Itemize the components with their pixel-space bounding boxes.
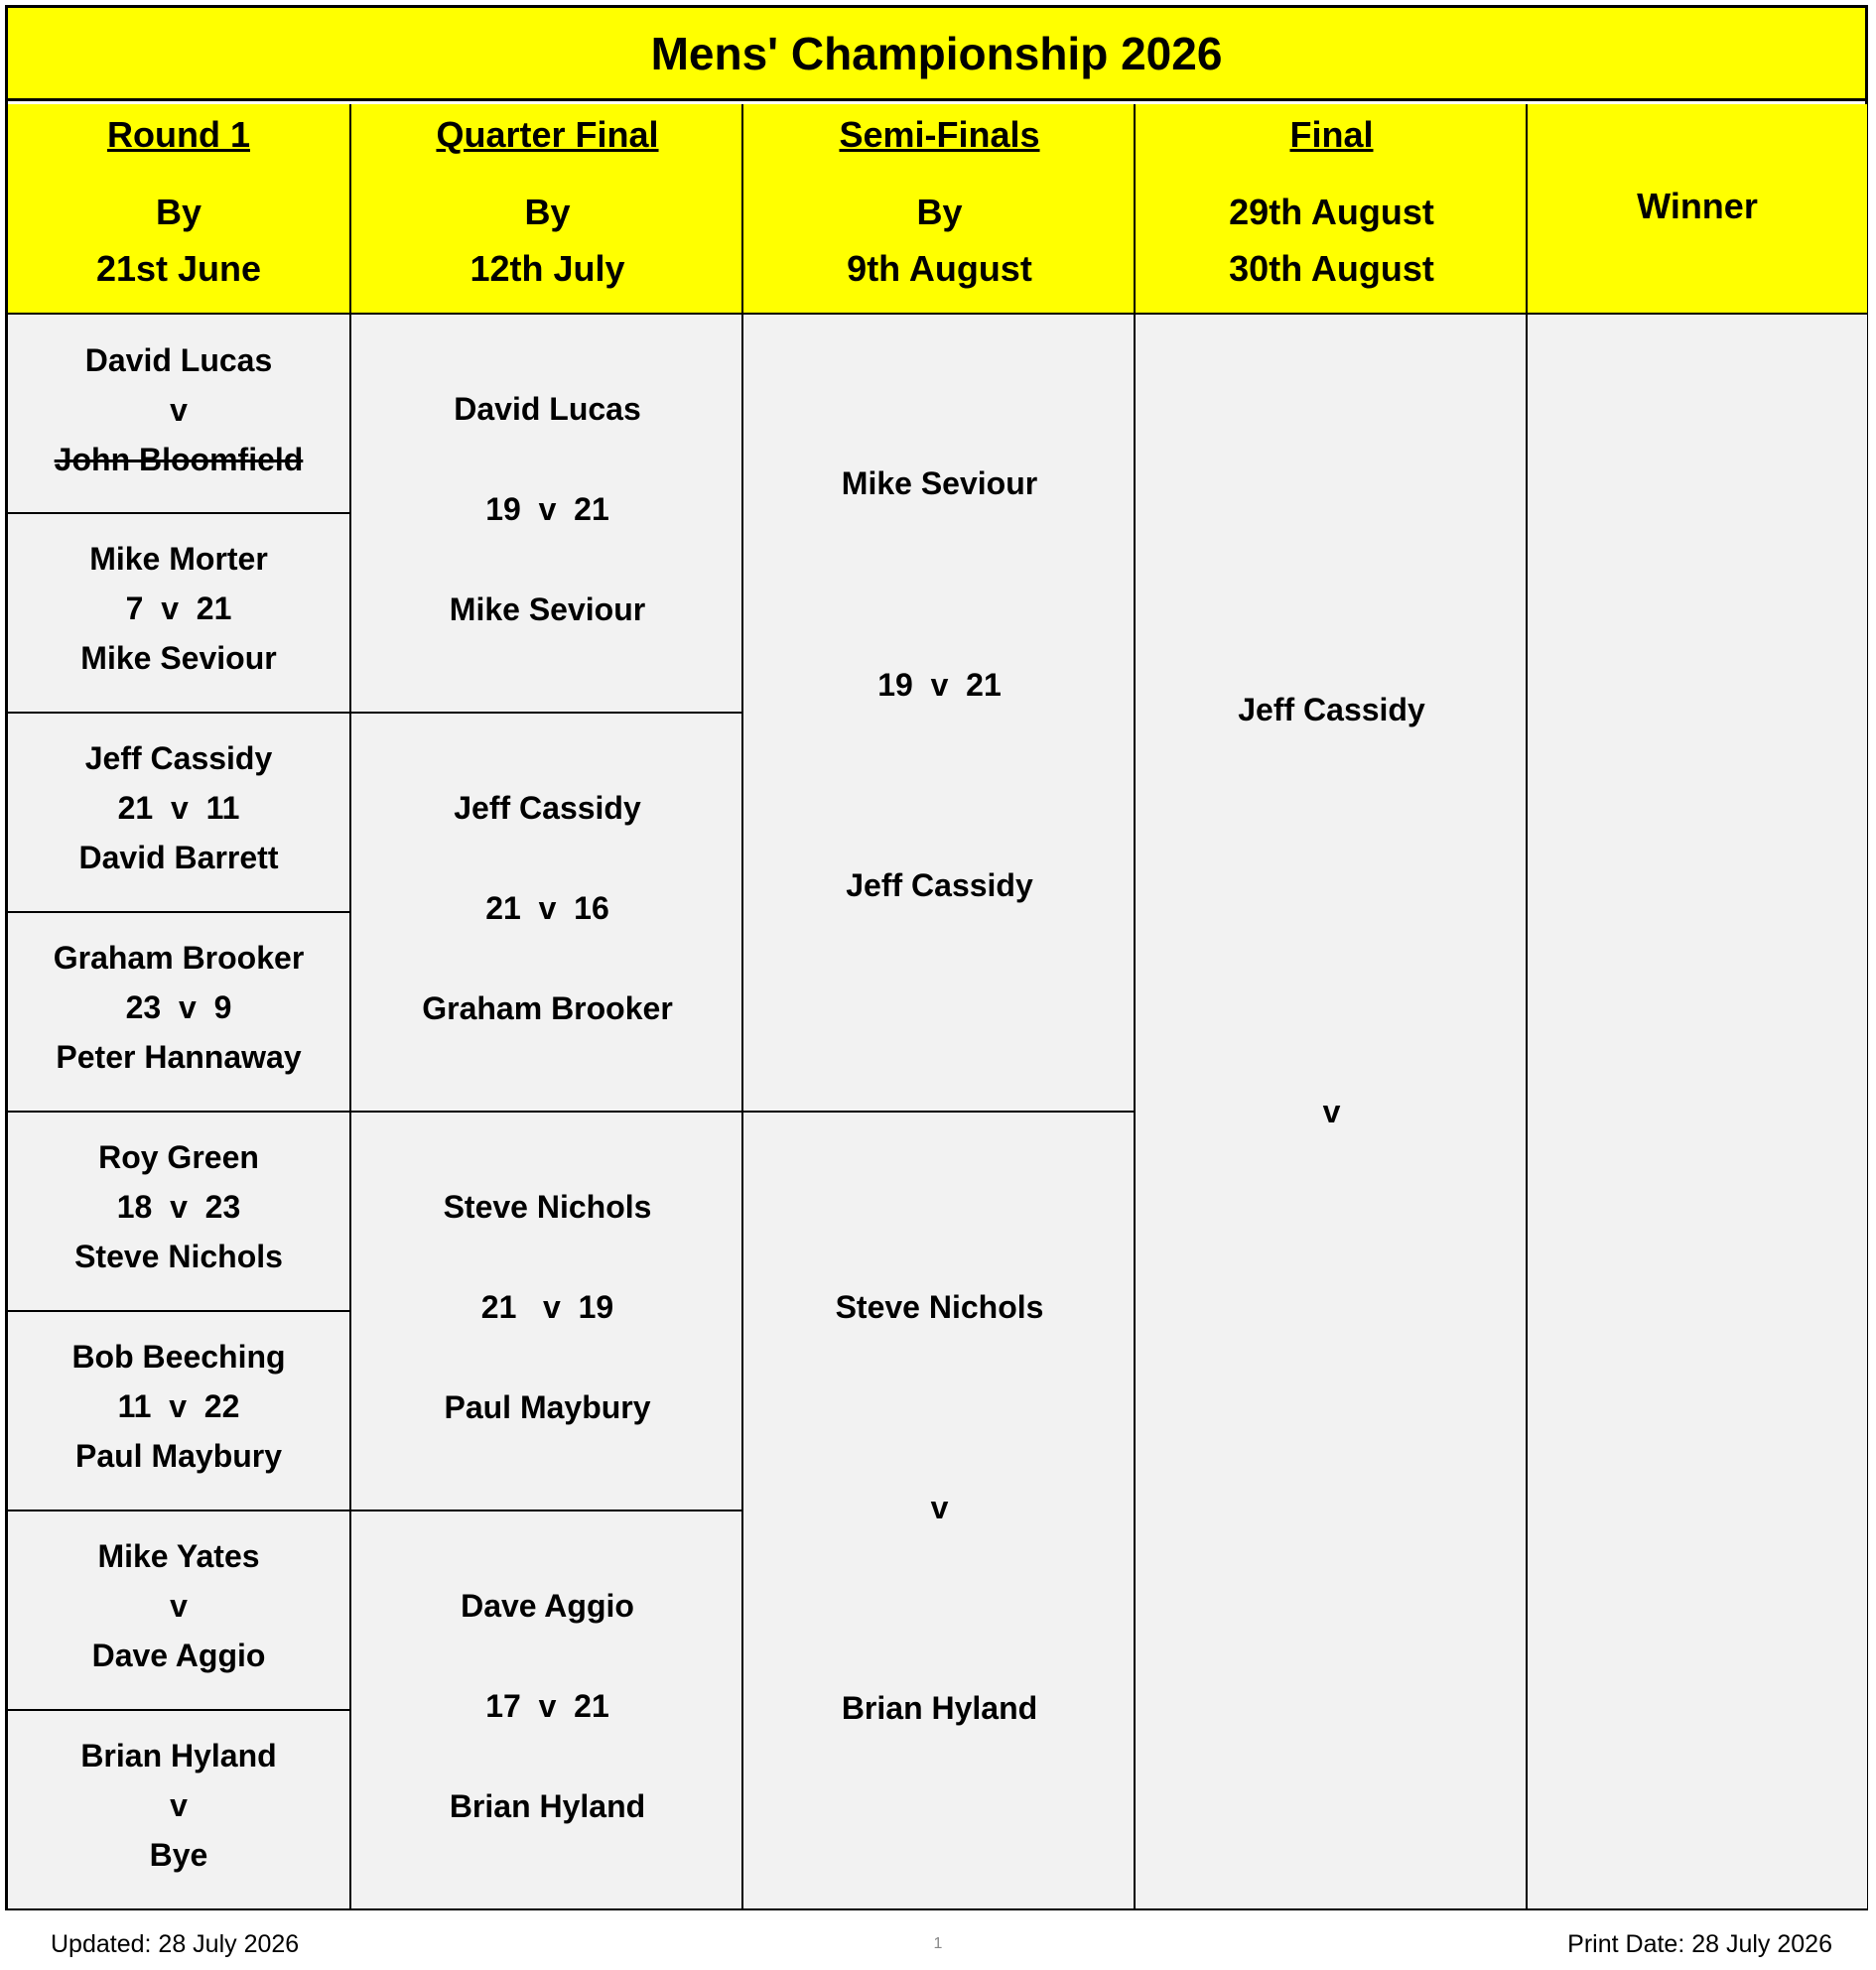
match-player-bottom: Mike Seviour bbox=[80, 640, 277, 676]
match-player-top: David Lucas bbox=[454, 391, 641, 427]
round1-match-6 bbox=[8, 1312, 349, 1511]
header-winner-title: Winner bbox=[1637, 186, 1758, 226]
match-score: v bbox=[170, 1787, 188, 1823]
column-final bbox=[1134, 104, 1528, 1908]
match-score: 7 v 21 bbox=[125, 591, 232, 626]
round1-match-7 bbox=[8, 1511, 349, 1711]
match-score: v bbox=[930, 1490, 949, 1525]
column-round1 bbox=[8, 104, 349, 1908]
semi-body bbox=[743, 315, 1136, 1908]
final-match bbox=[1136, 315, 1528, 1908]
match-player-top: Steve Nichols bbox=[443, 1189, 652, 1225]
match-score: 21 v 16 bbox=[485, 890, 609, 926]
match-player-bottom: Paul Maybury bbox=[74, 1438, 283, 1474]
match-score: 19 v 21 bbox=[877, 667, 1002, 703]
header-round1-date: 21st June bbox=[95, 248, 262, 289]
match-player-bottom: Brian Hyland bbox=[449, 1788, 646, 1824]
match-player-top: Brian Hyland bbox=[80, 1738, 277, 1773]
match-player-bottom: Mike Seviour bbox=[449, 591, 646, 627]
match-player-top: David Lucas bbox=[84, 342, 273, 378]
match-score: v bbox=[1322, 1094, 1341, 1129]
match-player-bottom: Dave Aggio bbox=[91, 1638, 266, 1673]
match-player-bottom: Jeff Cassidy bbox=[846, 867, 1033, 903]
match-player-top: Jeff Cassidy bbox=[84, 740, 273, 776]
header-round1 bbox=[8, 104, 349, 315]
match-score: v bbox=[170, 392, 188, 428]
header-final-date-1: 29th August bbox=[1229, 192, 1434, 232]
header-semi-finals bbox=[743, 104, 1136, 315]
final-body bbox=[1136, 315, 1528, 1908]
match-player-bottom: Bye bbox=[149, 1837, 208, 1873]
round1-match-2 bbox=[8, 514, 349, 714]
page-title: Mens' Championship 2026 bbox=[8, 8, 1865, 101]
winner-body bbox=[1528, 315, 1867, 1908]
header-semi-date: 9th August bbox=[847, 248, 1032, 289]
winner-cell bbox=[1528, 315, 1867, 1908]
match-score: 17 v 21 bbox=[485, 1688, 609, 1724]
footer-updated: Updated: 28 July 2026 bbox=[51, 1930, 300, 1958]
round1-match-3 bbox=[8, 714, 349, 913]
header-quarter-line1: By bbox=[524, 192, 571, 232]
match-player-bottom: Brian Hyland bbox=[841, 1690, 1038, 1726]
header-semi-line1: By bbox=[916, 192, 963, 232]
quarter-match-1 bbox=[351, 315, 743, 714]
header-round1-title: Round 1 bbox=[107, 114, 250, 155]
match-player-bottom: David Barrett bbox=[78, 840, 279, 875]
semi-match-2 bbox=[743, 1113, 1136, 1908]
round1-match-4 bbox=[8, 913, 349, 1113]
match-score: 21 v 19 bbox=[480, 1289, 614, 1325]
match-player-top: Mike Seviour bbox=[841, 465, 1038, 501]
match-player-top: Graham Brooker bbox=[53, 940, 305, 976]
match-player-top: Mike Yates bbox=[97, 1538, 260, 1574]
column-quarter-final bbox=[349, 104, 743, 1908]
match-player-bottom: Peter Hannaway bbox=[56, 1039, 302, 1075]
round1-match-8 bbox=[8, 1711, 349, 1908]
match-score: 19 v 21 bbox=[485, 491, 609, 527]
match-player-top: Steve Nichols bbox=[835, 1289, 1044, 1325]
match-player-top: Jeff Cassidy bbox=[454, 790, 641, 826]
match-player-bottom: Graham Brooker bbox=[422, 990, 673, 1026]
match-score: 23 v 9 bbox=[125, 989, 232, 1025]
match-player-top: Mike Morter bbox=[89, 541, 268, 577]
footer-print-date: Print Date: 28 July 2026 bbox=[1567, 1930, 1832, 1958]
column-winner bbox=[1526, 104, 1867, 1908]
header-quarter-final bbox=[351, 104, 743, 315]
round1-match-1 bbox=[8, 315, 349, 514]
header-final-date-2: 30th August bbox=[1229, 248, 1434, 289]
footer-page-number: 1 bbox=[933, 1935, 943, 1952]
header-quarter-date: 12th July bbox=[469, 248, 625, 289]
quarter-match-2 bbox=[351, 714, 743, 1113]
match-score: 21 v 11 bbox=[117, 790, 240, 826]
match-player-top: Bob Beeching bbox=[71, 1339, 286, 1375]
header-winner bbox=[1528, 104, 1867, 315]
header-final bbox=[1136, 104, 1528, 315]
match-player-top: Dave Aggio bbox=[461, 1588, 634, 1624]
match-player-bottom: Paul Maybury bbox=[444, 1389, 651, 1425]
header-semi-title: Semi-Finals bbox=[839, 114, 1040, 155]
match-score: v bbox=[170, 1588, 188, 1624]
quarter-match-3 bbox=[351, 1113, 743, 1511]
match-score: 11 v 22 bbox=[117, 1388, 240, 1424]
header-round1-line1: By bbox=[155, 192, 202, 232]
header-quarter-title: Quarter Final bbox=[436, 114, 659, 155]
semi-match-1 bbox=[743, 315, 1136, 1113]
round1-match-5 bbox=[8, 1113, 349, 1312]
match-score: 18 v 23 bbox=[116, 1189, 241, 1225]
column-semi-finals bbox=[741, 104, 1136, 1908]
round1-body bbox=[8, 315, 349, 1908]
match-player-bottom: Steve Nichols bbox=[74, 1239, 283, 1274]
match-player-top: Jeff Cassidy bbox=[1238, 692, 1425, 727]
quarter-body bbox=[351, 315, 743, 1908]
match-player-bottom-withdrawn: John Bloomfield bbox=[54, 442, 304, 477]
header-final-title: Final bbox=[1289, 114, 1374, 155]
match-player-top: Roy Green bbox=[98, 1139, 259, 1175]
quarter-match-4 bbox=[351, 1511, 743, 1908]
